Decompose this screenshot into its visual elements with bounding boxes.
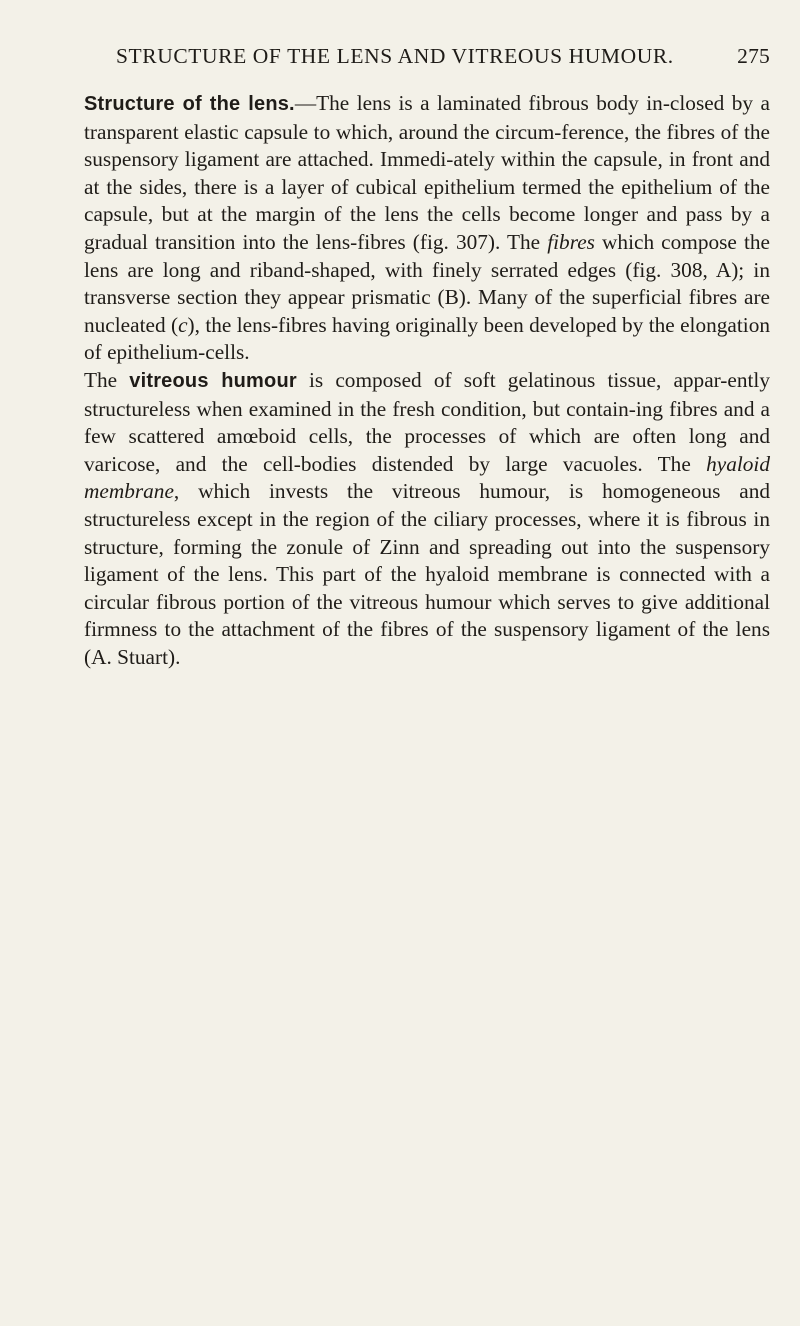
vitreous-text-part-1: is composed of soft gelatinous tissue, appar-ently structureless when examined in the fresh condition, but contain-ing fibres and a few scattered amœboid cells, the processes of which are often long and varicose, and the cell-bodies distended by large vacuoles. The [84, 367, 770, 476]
term-fibres: fibres [547, 229, 595, 254]
lens-text-part-3: ), the lens-fibres having originally been developed by the elongation of epithelium-cells. [84, 312, 770, 365]
lens-text-part-2: which compose the lens are long and riband-shaped, with finely serrated edges (fig. 308, A); in transverse section they appear prismatic (B). Many of the superficial fibres are nucleated ( [84, 229, 770, 337]
vitreous-humour-heading: vitreous humour [129, 369, 297, 392]
label-c: c [178, 312, 188, 337]
running-header [116, 44, 770, 69]
running-title: STRUCTURE OF THE LENS AND VITREOUS HUMOUR. [116, 44, 674, 68]
vitreous-text-intro: The [84, 367, 130, 392]
vitreous-text-part-2: , which invests the vitreous humour, is homogeneous and structureless except in the region of the ciliary processes, where it is fibrous in structure, forming the zonule of Zinn and spreading out into the suspensory ligament of the lens. This part of the hyaloid membrane is connected with a circular fibrous portion of the vitreous humour which serves to give additional firmness to the attachment of the fibres of the suspensory ligament of the lens (A. Stuart). [84, 479, 770, 669]
lens-structure-heading: Structure of the lens. [84, 93, 295, 115]
page-number: 275 [737, 44, 770, 68]
paragraph-vitreous-humour [84, 367, 770, 672]
body-text [84, 90, 770, 671]
lens-text-part-1: —The lens is a laminated fibrous body in-closed by a transparent elastic capsule to which, around the circum-ference, the fibres of the suspensory ligament are attached. Immedi-ately within the capsule, in front and at the sides, there is a layer of cubical epithelium termed the epithelium of the capsule, but at the margin of the lens the cells become longer and pass by a gradual transition into the lens-fibres (fig. 307). The [84, 91, 770, 254]
paragraph-lens-structure [84, 90, 770, 367]
term-hyaloid-membrane: hyaloid membrane [84, 451, 770, 504]
